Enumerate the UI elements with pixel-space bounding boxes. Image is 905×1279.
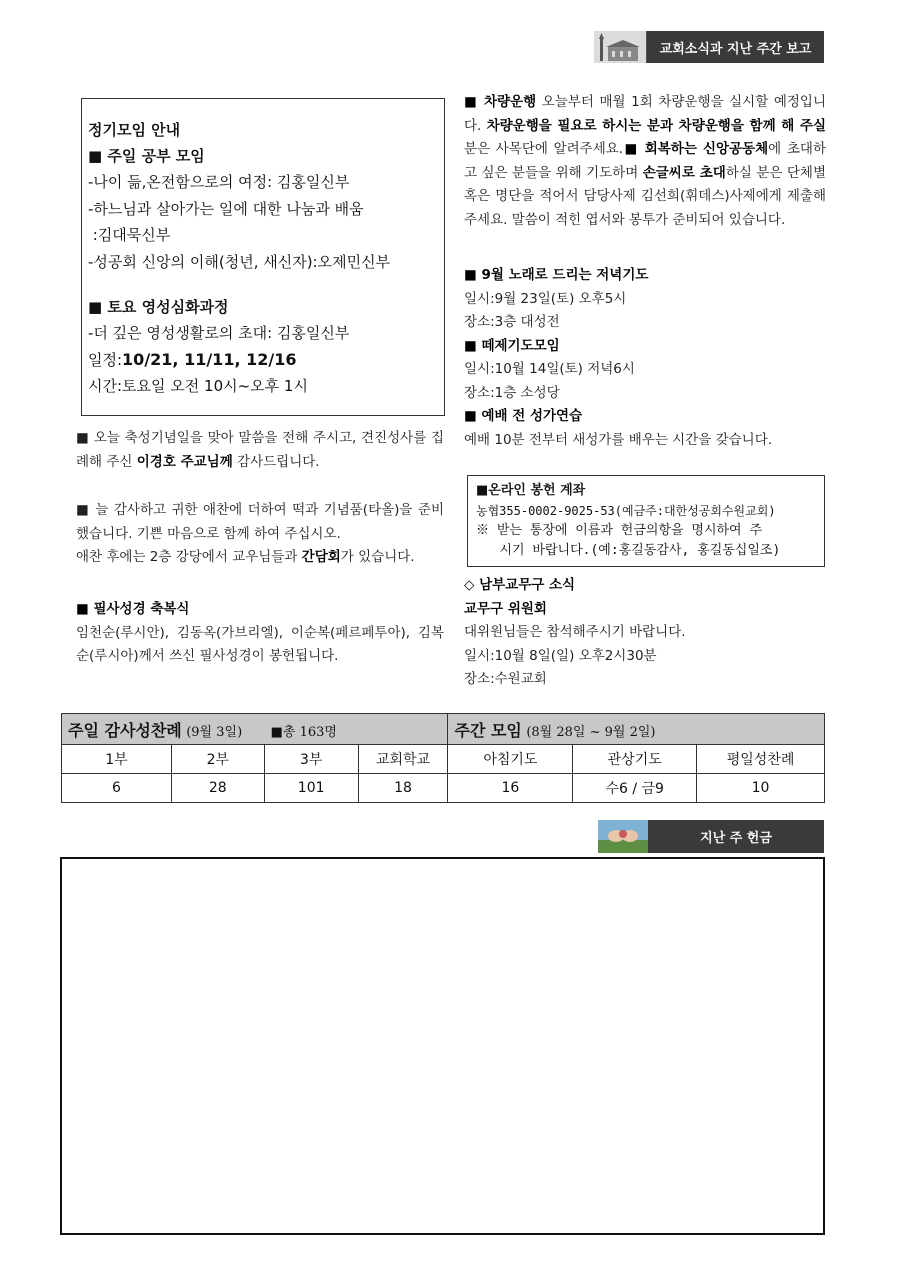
- box-title: 정기모임 안내: [88, 121, 181, 139]
- week-date: (8월 28일 ~ 9월 2일): [526, 724, 656, 740]
- column-header: 1부: [62, 745, 172, 774]
- account-number: 농협355-0002-9025-53(예금주:대한성공회수원교회): [476, 504, 776, 518]
- car-paragraph: [464, 91, 826, 232]
- column-header: 교회학교: [358, 745, 448, 774]
- deepening-dates: [88, 347, 444, 374]
- committee-place: 장소:수원교회: [464, 671, 547, 687]
- taize-heading: ■ 떼제기도모임: [464, 337, 560, 354]
- week-title: 주간 모임: [454, 720, 522, 740]
- committee-text: 대위원님들은 참석해주시기 바랍니다.: [464, 624, 686, 640]
- recovery-text-2: 하실 분은 단체별 혹은 명단을 적어서 담당사제 김선희(휘데스)사제에게 제출해 주세요. 말씀이 적힌 엽서와 봉투가 준비되어 있습니다.: [464, 164, 827, 228]
- table-cell: 16: [448, 774, 573, 803]
- account-note: ※ 받는 통장에 이름과 헌금의항을 명시하여 주: [476, 523, 763, 538]
- column-header: 평일성찬례: [697, 745, 825, 774]
- attendance-table: [61, 713, 825, 803]
- deepening-time: 시간:토요일 오전 10시~오후 1시: [88, 377, 308, 395]
- sunday-header: [62, 714, 448, 745]
- car-bold: 차량운행을 필요로 하시는 분과 차량운행을 함께 해 주실: [486, 117, 827, 134]
- column-header: 3부: [264, 745, 358, 774]
- study-item: -성공회 신앙의 이해(청년, 새신자):오제민신부: [88, 252, 391, 271]
- regular-meeting-box: [81, 98, 445, 416]
- committee-date: 일시:10월 8일(일) 오후2시30분: [464, 647, 657, 664]
- section-tag-news: [594, 31, 824, 63]
- taize-date: 일시:10월 14일(토) 저녁6시: [464, 361, 635, 377]
- table-cell: 28: [171, 774, 264, 803]
- offering-content-box: [60, 857, 825, 1235]
- sunday-title: 주일 감사성찬례: [68, 720, 182, 740]
- dates-label: 일정:: [88, 350, 123, 369]
- recovery-heading: ■ 회복하는 신앙공동체: [623, 141, 769, 157]
- evening-heading: ■ 9월 노래로 드리는 저녁기도: [464, 267, 649, 283]
- recovery-bold: 손글씨로 초대: [642, 164, 726, 181]
- deepening-item: -더 깊은 영성생활로의 초대: 김홍일신부: [88, 324, 350, 342]
- hands-icon: [598, 820, 648, 853]
- sunday-total: ■총 163명: [270, 724, 337, 740]
- recovery-text: 에 초대하고 싶은 분들을 위해 기도하며: [464, 141, 826, 181]
- bible-text: 임천순(루시안), 김동옥(가브리엘), 이순복(페르페투아), 김복순(루시아)께서 쓰신 필사성경이 봉헌됩니다.: [76, 624, 444, 664]
- section-tag-label: 교회소식과 지난 주간 보고: [659, 41, 812, 57]
- thanks-paragraph: [76, 427, 444, 474]
- district-heading: ◇ 남부교무구 소식: [464, 577, 576, 593]
- meal-text-2: 애찬 후에는 2층 강당에서 교우님들과: [76, 549, 302, 565]
- car-text-2: 분은 사목단에 알려주세요.: [464, 141, 624, 157]
- section-tag-offering: [598, 820, 824, 853]
- table-row: [62, 745, 825, 774]
- car-text: 오늘부터 매월 1회 차량운행을 실시할 예정입니다.: [464, 94, 826, 134]
- evening-section: [464, 264, 826, 452]
- church-building-icon: [594, 31, 647, 63]
- hymn-heading: ■ 예배 전 성가연습: [464, 408, 583, 424]
- table-cell: 6: [62, 774, 172, 803]
- evening-date: 일시:9월 23일(토) 오후5시: [464, 290, 627, 307]
- committee-heading: 교무구 위원회: [464, 600, 547, 617]
- taize-place: 장소:1층 소성당: [464, 384, 560, 401]
- meal-text: ■ 늘 감사하고 귀한 애찬에 더하여 떡과 기념품(타올)을 준비 했습니다. 기쁜 마음으로 함께 하여 주십시오.: [76, 502, 444, 542]
- meal-paragraph: [76, 499, 444, 570]
- table-cell: 수6 / 금9: [573, 774, 697, 803]
- column-header: 관상기도: [573, 745, 697, 774]
- study-heading: ■ 주일 공부 모임: [88, 147, 205, 165]
- meal-text-end: 가 있습니다.: [340, 549, 415, 565]
- thanks-text: ■ 오늘 축성기념일을 맞아 말씀을 전해 주시고, 견진성사를 집례해 주신: [76, 430, 444, 470]
- dates-value: 10/21, 11/11, 12/16: [122, 349, 297, 369]
- bible-heading: ■ 필사성경 축복식: [76, 601, 190, 617]
- column-header: 2부: [171, 745, 264, 774]
- account-note-2: 시기 바랍니다.(예:홍길동감사, 홍길동십일조): [476, 543, 781, 558]
- study-item: :김대묵신부: [88, 226, 171, 244]
- thanks-text-end: 감사드립니다.: [232, 453, 320, 470]
- table-row: [62, 774, 825, 803]
- online-offering-account-box: [467, 475, 825, 567]
- hymn-text: 예배 10분 전부터 새성가를 배우는 시간을 갖습니다.: [464, 431, 773, 448]
- account-title: ■온라인 봉헌 계좌: [476, 483, 586, 498]
- deepening-heading: ■ 토요 영성심화과정: [88, 298, 229, 316]
- section-tag-label: 지난 주 헌금: [700, 831, 772, 846]
- study-item: -하느님과 살아가는 일에 대한 나눔과 배움: [88, 199, 364, 218]
- sunday-date: (9월 3일): [186, 724, 243, 740]
- bible-section: [76, 598, 444, 669]
- district-section: [464, 574, 826, 692]
- table-header-row: [62, 714, 825, 745]
- evening-place: 장소:3층 대성전: [464, 314, 560, 330]
- meal-bold: 간담회: [301, 549, 341, 565]
- table-cell: 18: [358, 774, 448, 803]
- table-cell: 10: [697, 774, 825, 803]
- thanks-name: 이경호 주교님께: [136, 453, 233, 470]
- column-header: 아침기도: [448, 745, 573, 774]
- study-item: -나이 듦,온전함으로의 여정: 김홍일신부: [88, 173, 350, 191]
- week-header: [448, 714, 825, 745]
- table-cell: 101: [264, 774, 358, 803]
- car-heading: ■ 차량운행: [464, 94, 537, 110]
